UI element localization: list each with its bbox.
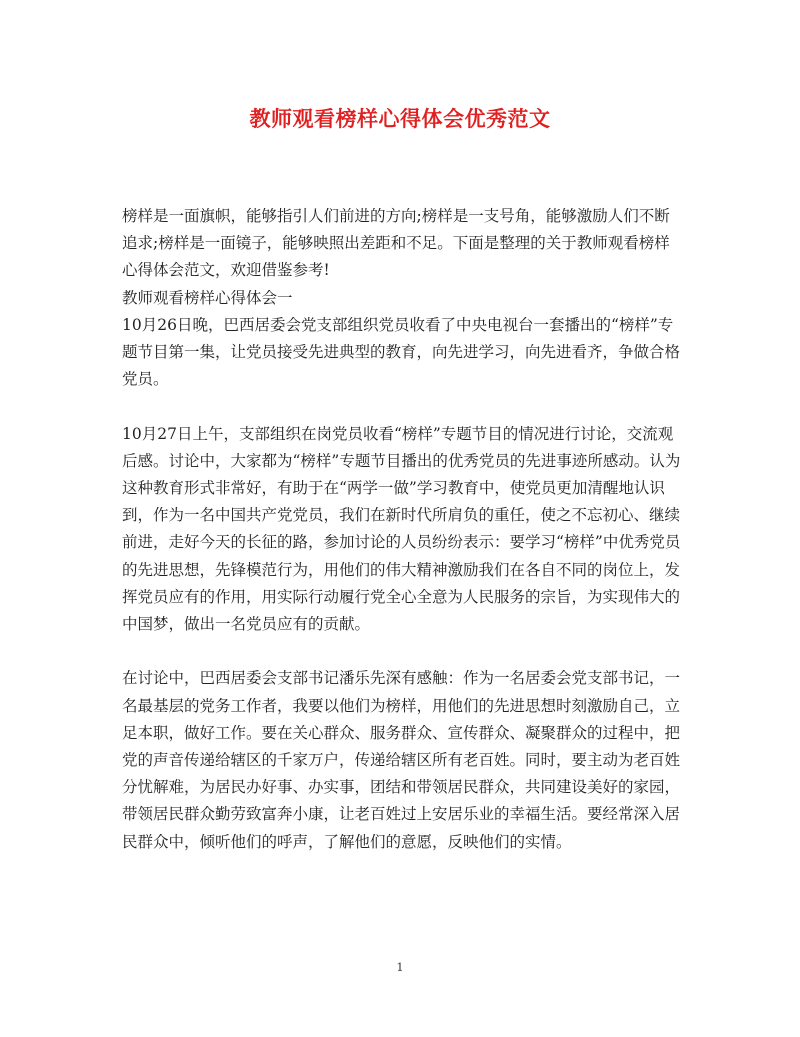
- document-body: [122, 203, 682, 856]
- paragraph-1: 10月26日晚，巴西居委会党支部组织党员收看了中央电视台一套播出的“榜样”专题节目第一集，让党员接受先进典型的教育，向先进学习，向先进看齐，争做合格党员。: [122, 315, 681, 389]
- intro-paragraph: 榜样是一面旗帜，能够指引人们前进的方向;榜样是一支号角，能够激励人们不断追求;榜样是一面镜子，能够映照出差距和不足。下面是整理的关于教师观看榜样心得体会范文，欢迎借鉴参考!: [122, 207, 670, 280]
- paragraph-3: 在讨论中，巴西居委会支部书记潘乐先深有感触：作为一名居委会党支部书记，一名最基层的党务工作者，我要以他们为榜样，用他们的先进思想时刻激励自己，立足本职，做好工作。要在关心群众、服务群众、宣传群众、凝聚群众的过程中，把党的声音传递给辖区的千家万户，传递给辖区所有老百姓。同时，要主动为老百姓分忧解难，为居民办好事、办实事，团结和带领居民群众，共同建设美好的家园，带领居民群众勤劳致富奔小康，让老百姓过上安居乐业的幸福生活。要经常深入居民群众中，倾听他们的呼声，了解他们的意愿，反映他们的实情。: [122, 669, 681, 851]
- paragraph-2: 10月27日上午，支部组织在岗党员收看“榜样”专题节目的情况进行讨论，交流观后感。讨论中，大家都为“榜样”专题节目播出的优秀党员的先进事迹所感动。认为这种教育形式非常好，有助于在“两学一做”学习教育中，使党员更加清醒地认识到，作为一名中国共产党党员，我们在新时代所肩负的重任，使之不忘初心、继续前进，走好今天的长征的路，参加讨论的人员纷纷表示：要学习“榜样”中优秀党员的先进思想，先锋模范行为，用他们的伟大精神激励我们在各自不同的岗位上，发挥党员应有的作用，用实际行动履行党全心全意为人民服务的宗旨，为实现伟大的中国梦，做出一名党员应有的贡献。: [122, 424, 681, 634]
- page-number: 1: [396, 961, 404, 974]
- document-title: 教师观看榜样心得体会优秀范文: [249, 106, 551, 131]
- section-heading: 教师观看榜样心得体会一: [122, 288, 293, 307]
